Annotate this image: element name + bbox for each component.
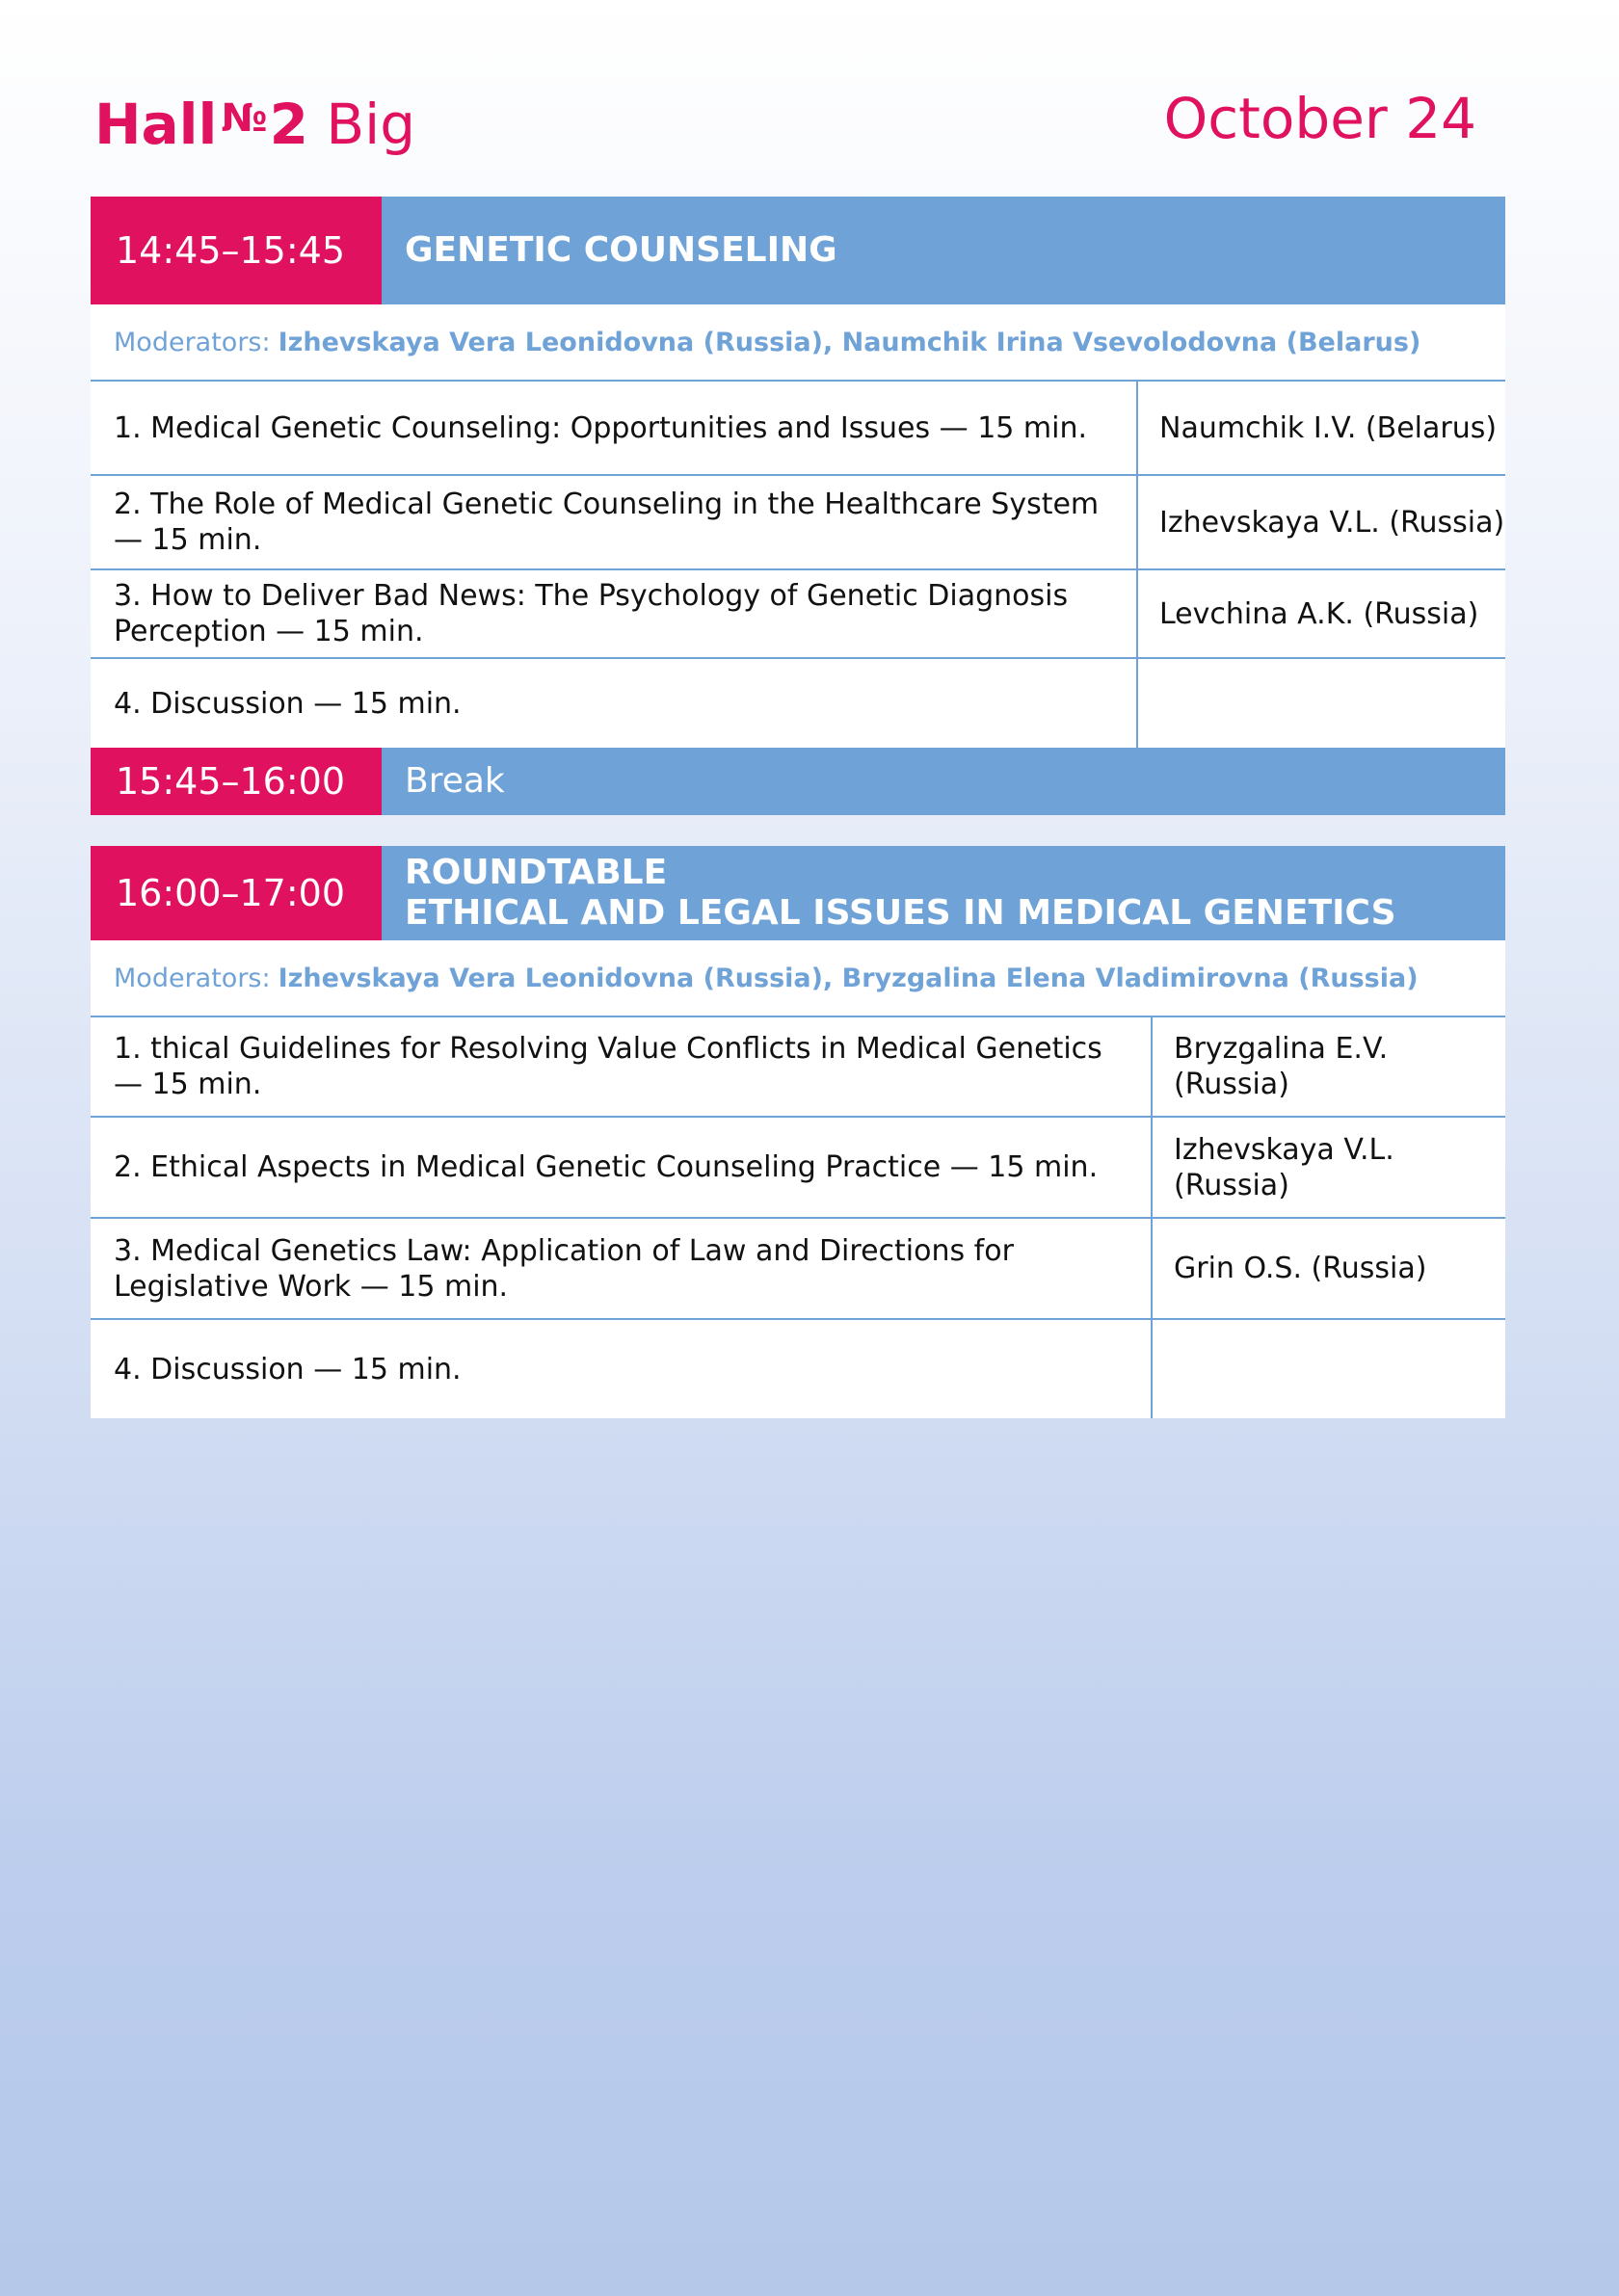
talk-speaker: Izhevskaya V.L. (Russia) — [1159, 505, 1505, 540]
talk-title: 3. How to Deliver Bad News: The Psychology of Genetic Diagnosis Perception — 15 min. — [91, 570, 1138, 657]
session-title-line: ETHICAL AND LEGAL ISSUES IN MEDICAL GENETICS — [405, 893, 1396, 933]
talk-title: 2. The Role of Medical Genetic Counseling in the Healthcare System — 15 min. — [91, 476, 1138, 568]
moderators-names: Izhevskaya Vera Leonidovna (Russia), Bryzgalina Elena Vladimirovna (Russia) — [278, 963, 1419, 993]
session-time: 14:45–15:45 — [91, 197, 382, 304]
talk-speaker: Levchina A.K. (Russia) — [1159, 596, 1479, 631]
moderators-label: Moderators: — [114, 963, 271, 993]
talk-speaker — [1138, 659, 1505, 748]
moderators-label: Moderators: — [114, 327, 271, 357]
talk-speaker: Naumchik I.V. (Belarus) — [1159, 410, 1498, 445]
talk-speaker: Izhevskaya V.L. (Russia) — [1174, 1132, 1394, 1202]
session-title — [382, 197, 1505, 304]
break-time: 15:45–16:00 — [91, 748, 382, 815]
session-genetic-counseling — [91, 197, 1505, 748]
table-row — [91, 1320, 1505, 1418]
moderators-names: Izhevskaya Vera Leonidovna (Russia), Naumchik Irina Vsevolodovna (Belarus) — [278, 327, 1421, 357]
moderators — [91, 304, 1505, 382]
hall-word: Hall — [94, 92, 218, 157]
session-roundtable — [91, 846, 1505, 1418]
break-label: Break — [382, 748, 1505, 815]
hall-number: 2 — [269, 92, 308, 157]
talk-title: 4. Discussion — 15 min. — [91, 659, 1138, 748]
session-title — [382, 846, 1505, 940]
hall-title — [94, 85, 415, 158]
talk-speaker: Bryzgalina E.V. (Russia) — [1174, 1032, 1389, 1101]
session-time: 16:00–17:00 — [91, 846, 382, 940]
session-header — [91, 197, 1505, 304]
session-title-line: ROUNDTABLE — [405, 853, 668, 892]
break-header — [91, 748, 1505, 815]
talk-title: 1. Medical Genetic Counseling: Opportunities and Issues — 15 min. — [91, 382, 1138, 474]
moderators — [91, 940, 1505, 1017]
table-row — [91, 570, 1505, 659]
table-row — [91, 476, 1505, 570]
table-row — [91, 659, 1505, 748]
event-date: October 24 — [1163, 86, 1476, 151]
table-row — [91, 1017, 1505, 1118]
break-bar — [91, 748, 1505, 815]
talk-title: 3. Medical Genetics Law: Application of Law and Directions for Legislative Work — 15 min. — [91, 1219, 1153, 1318]
talk-title: 2. Ethical Aspects in Medical Genetic Counseling Practice — 15 min. — [91, 1118, 1153, 1217]
talk-title: 4. Discussion — 15 min. — [91, 1320, 1153, 1418]
session-title-line: GENETIC COUNSELING — [405, 230, 837, 270]
hall-size: Big — [326, 92, 416, 157]
talk-speaker — [1153, 1320, 1505, 1418]
talk-title: 1. thical Guidelines for Resolving Value Conflicts in Medical Genetics — 15 min. — [91, 1017, 1153, 1116]
talk-speaker: Grin O.S. (Russia) — [1174, 1252, 1427, 1285]
session-header — [91, 846, 1505, 940]
table-row — [91, 382, 1505, 476]
table-row — [91, 1219, 1505, 1320]
hall-number-sign: № — [221, 96, 268, 141]
table-row — [91, 1118, 1505, 1219]
page-header — [94, 85, 1476, 157]
